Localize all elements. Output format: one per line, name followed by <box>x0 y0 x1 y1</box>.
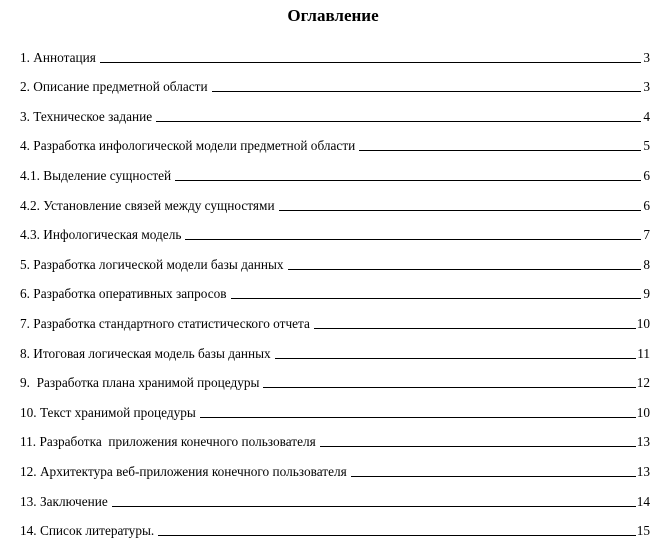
toc-entry-label: 6. Разработка оперативных запросов <box>20 286 227 302</box>
toc-entry <box>20 36 650 66</box>
toc-entry-page: 12 <box>636 375 650 391</box>
toc-entry-label: 13. Заключение <box>20 493 108 509</box>
toc-entry-label: 4.1. Выделение сущностей <box>20 167 172 183</box>
toc-entry <box>20 391 650 421</box>
toc-entry <box>20 450 650 480</box>
toc-entry-page: 5 <box>643 138 650 154</box>
toc-entry-page: 11 <box>637 345 650 361</box>
toc-entry-page: 6 <box>643 167 650 183</box>
toc-entry <box>20 362 650 392</box>
toc-list <box>20 36 650 539</box>
toc-entry-label: 8. Итоговая логическая модель базы данных <box>20 345 271 361</box>
toc-entry <box>20 302 650 332</box>
toc-entry-label: 4.3. Инфологическая модель <box>20 227 182 243</box>
toc-entry <box>20 95 650 125</box>
toc-entry-label: 10. Текст хранимой процедуры <box>20 404 196 420</box>
toc-entry <box>20 125 650 155</box>
toc-entry-page: 3 <box>643 49 650 65</box>
toc-entry <box>20 421 650 451</box>
toc-entry-label: 4. Разработка инфологической модели предметной области <box>20 138 356 154</box>
toc-entry-page: 10 <box>636 404 650 420</box>
toc-entry-page: 4 <box>643 108 650 124</box>
toc-leader-line <box>231 298 641 299</box>
toc-entry-page: 10 <box>636 315 650 331</box>
toc-entry-label: 2. Описание предметной области <box>20 79 208 95</box>
toc-leader-line <box>320 446 636 447</box>
toc-entry-page: 6 <box>643 197 650 213</box>
toc-entry-label: 7. Разработка стандартного статистического отчета <box>20 315 310 331</box>
toc-entry-label: 9. Разработка плана хранимой процедуры <box>20 375 260 391</box>
toc-leader-line <box>185 239 641 240</box>
toc-title: Оглавление <box>287 6 379 25</box>
toc-entry-page: 13 <box>636 434 650 450</box>
toc-entry-page: 9 <box>643 286 650 302</box>
toc-leader-line <box>158 535 635 536</box>
toc-entry-label: 3. Техническое задание <box>20 108 153 124</box>
toc-entry <box>20 273 650 303</box>
toc-leader-line <box>314 328 636 329</box>
toc-entry-label: 1. Аннотация <box>20 49 96 65</box>
toc-entry-page: 15 <box>636 523 650 539</box>
toc-entry-page: 7 <box>643 227 650 243</box>
toc-entry-label: 11. Разработка приложения конечного пользователя <box>20 434 316 450</box>
toc-leader-line <box>263 387 635 388</box>
toc-entry <box>20 214 650 244</box>
toc-entry-page: 3 <box>643 79 650 95</box>
toc-leader-line <box>112 506 636 507</box>
toc-entry <box>20 332 650 362</box>
toc-leader-line <box>156 121 641 122</box>
toc-entry-page: 8 <box>643 256 650 272</box>
toc-entry-label: 12. Архитектура веб-приложения конечного пользователя <box>20 463 347 479</box>
toc-entry <box>20 510 650 540</box>
toc-leader-line <box>200 417 636 418</box>
toc-leader-line <box>279 210 641 211</box>
toc-leader-line <box>212 91 641 92</box>
toc-entry <box>20 184 650 214</box>
toc-entry-label: 4.2. Установление связей между сущностями <box>20 197 275 213</box>
toc-leader-line <box>351 476 636 477</box>
toc-leader-line <box>275 358 636 359</box>
toc-leader-line <box>100 62 641 63</box>
toc-entry <box>20 154 650 184</box>
toc-leader-line <box>359 150 641 151</box>
toc-leader-line <box>288 269 641 270</box>
toc-entry-label: 14. Список литературы. <box>20 523 155 539</box>
toc-entry-page: 14 <box>636 493 650 509</box>
toc-entry-page: 13 <box>636 463 650 479</box>
toc-entry <box>20 243 650 273</box>
toc-entry <box>20 66 650 96</box>
toc-entry-label: 5. Разработка логической модели базы данных <box>20 256 284 272</box>
toc-entry <box>20 480 650 510</box>
toc-leader-line <box>175 180 641 181</box>
